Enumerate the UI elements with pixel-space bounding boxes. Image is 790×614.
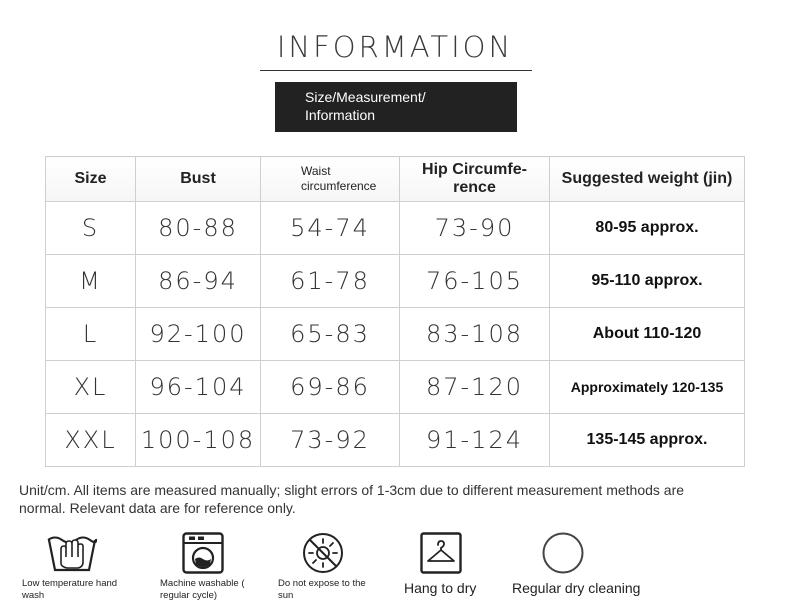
no-sun-icon	[302, 532, 344, 574]
banner-line-1: Size/Measurement/	[305, 89, 426, 105]
header-waist	[261, 157, 400, 202]
header-waist-line-2: circumference	[301, 179, 377, 193]
cell-hip: 87-120	[400, 361, 550, 414]
cell-hip: 73-90	[400, 202, 550, 255]
table-row	[46, 255, 745, 308]
cell-bust: 96-104	[136, 361, 261, 414]
cell-weight: Approximately 120-135	[550, 361, 745, 414]
header-hip-line-2: rence	[453, 179, 496, 196]
hand-wash-label-line-2: wash	[22, 590, 45, 601]
table-row	[46, 308, 745, 361]
care-no-sun	[302, 532, 344, 574]
cell-size: M	[46, 255, 136, 308]
cell-size: XXL	[46, 414, 136, 467]
cell-hip: 91-124	[400, 414, 550, 467]
title-underline	[260, 70, 532, 71]
hand-wash-icon	[46, 532, 98, 574]
cell-size: S	[46, 202, 136, 255]
header-hip	[400, 157, 550, 202]
hand-wash-label	[22, 578, 117, 602]
care-hang-dry	[420, 532, 462, 574]
cell-bust: 86-94	[136, 255, 261, 308]
cell-bust: 100-108	[136, 414, 261, 467]
table-row	[46, 202, 745, 255]
cell-size: L	[46, 308, 136, 361]
header-bust: Bust	[136, 157, 261, 202]
header-weight: Suggested weight (jin)	[550, 157, 745, 202]
machine-wash-label-line-2: regular cycle)	[160, 590, 218, 601]
dry-clean-icon	[541, 532, 585, 576]
dry-clean-label: Regular dry cleaning	[512, 580, 641, 596]
size-table	[45, 156, 745, 467]
care-machine-wash	[182, 532, 224, 574]
cell-waist: 54-74	[261, 202, 400, 255]
table-header-row	[46, 157, 745, 202]
machine-wash-label-line-1: Machine washable (	[160, 578, 245, 589]
table-row	[46, 361, 745, 414]
care-dry-clean	[541, 532, 585, 576]
cell-size: XL	[46, 361, 136, 414]
section-banner	[275, 82, 517, 132]
cell-waist: 73-92	[261, 414, 400, 467]
measurement-note	[19, 481, 779, 517]
header-size: Size	[46, 157, 136, 202]
banner-line-2: Information	[305, 107, 376, 123]
note-line-2: normal. Relevant data are for reference only.	[19, 500, 296, 516]
hand-wash-label-line-1: Low temperature hand	[22, 578, 118, 589]
cell-bust: 92-100	[136, 308, 261, 361]
cell-weight: About 110-120	[550, 308, 745, 361]
cell-waist: 61-78	[261, 255, 400, 308]
hanger-icon	[420, 532, 462, 574]
table-row	[46, 414, 745, 467]
header-hip-line-1: Hip Circumfe-	[422, 161, 527, 178]
care-hand-wash	[46, 532, 98, 574]
no-sun-label-line-1: Do not expose to the	[278, 578, 366, 589]
cell-weight: 80-95 approx.	[550, 202, 745, 255]
cell-hip: 76-105	[400, 255, 550, 308]
note-line-1: Unit/cm. All items are measured manually; slight errors of 1-3cm due to different measurement methods are	[19, 482, 685, 498]
washing-machine-icon	[182, 532, 224, 574]
page-title: INFORMATION	[276, 30, 514, 64]
machine-wash-label	[160, 578, 245, 602]
cell-waist: 65-83	[261, 308, 400, 361]
no-sun-label-line-2: sun	[278, 590, 294, 601]
cell-bust: 80-88	[136, 202, 261, 255]
header-waist-line-1: Waist	[301, 164, 331, 178]
cell-waist: 69-86	[261, 361, 400, 414]
cell-hip: 83-108	[400, 308, 550, 361]
no-sun-label	[278, 578, 366, 602]
cell-weight: 135-145 approx.	[550, 414, 745, 467]
cell-weight: 95-110 approx.	[550, 255, 745, 308]
hang-dry-label: Hang to dry	[404, 580, 477, 596]
